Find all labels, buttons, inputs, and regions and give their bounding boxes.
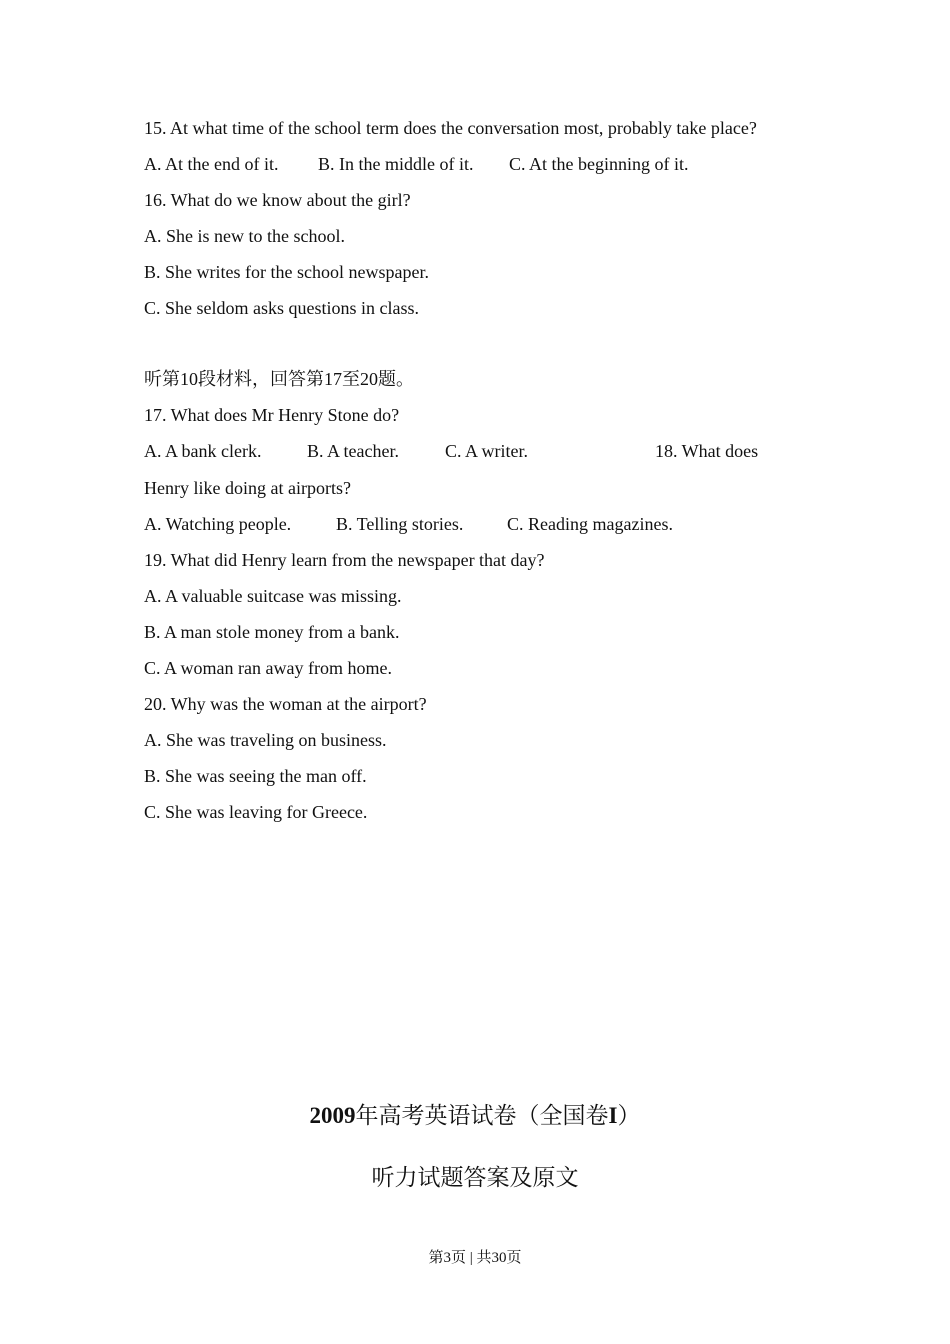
option-b: B. She was seeing the man off. [144, 766, 367, 786]
question-16: 16. What do we know about the girl? [144, 190, 411, 210]
heading-roman: I [608, 1103, 618, 1128]
option-b: B. In the middle of it. [318, 154, 474, 174]
option-c: C. A woman ran away from home. [144, 658, 392, 678]
option-c: C. At the beginning of it. [509, 154, 689, 174]
option-b: B. She writes for the school newspaper. [144, 262, 429, 282]
option-b: B. A teacher. [307, 441, 399, 461]
heading-year: 2009 [309, 1103, 356, 1128]
question-19: 19. What did Henry learn from the newspaper that day? [144, 550, 545, 570]
option-b: B. A man stole money from a bank. [144, 622, 400, 642]
question-20: 20. Why was the woman at the airport? [144, 694, 427, 714]
option-c: C. A writer. [445, 441, 529, 461]
question-18-start: 18. What does [655, 441, 759, 461]
option-a: A. Watching people. [144, 514, 292, 534]
option-c: C. Reading magazines. [507, 514, 673, 534]
option-a: A. A bank clerk. [144, 441, 262, 461]
section-heading [0, 1097, 950, 1130]
option-b: B. Telling stories. [336, 514, 464, 534]
question-15: 15. At what time of the school term does the conversation most, probably take place? [144, 118, 757, 138]
option-a: A. She was traveling on business. [144, 730, 387, 750]
heading-text: 年高考英语试卷（全国卷 [355, 1103, 609, 1128]
option-c: C. She seldom asks questions in class. [144, 298, 419, 318]
option-a: A. A valuable suitcase was missing. [144, 586, 402, 606]
option-a: A. At the end of it. [144, 154, 279, 174]
question-17: 17. What does Mr Henry Stone do? [144, 405, 400, 425]
heading-close: ） [617, 1103, 641, 1128]
question-18-cont: Henry like doing at airports? [144, 478, 351, 498]
option-a: A. She is new to the school. [144, 226, 345, 246]
section-instruction: 听第10段材料，回答第17至20题。 [144, 369, 414, 389]
section-subheading: 听力试题答案及原文 [371, 1165, 579, 1190]
option-c: C. She was leaving for Greece. [144, 802, 368, 822]
page-footer: 第3页 | 共30页 [428, 1250, 522, 1266]
